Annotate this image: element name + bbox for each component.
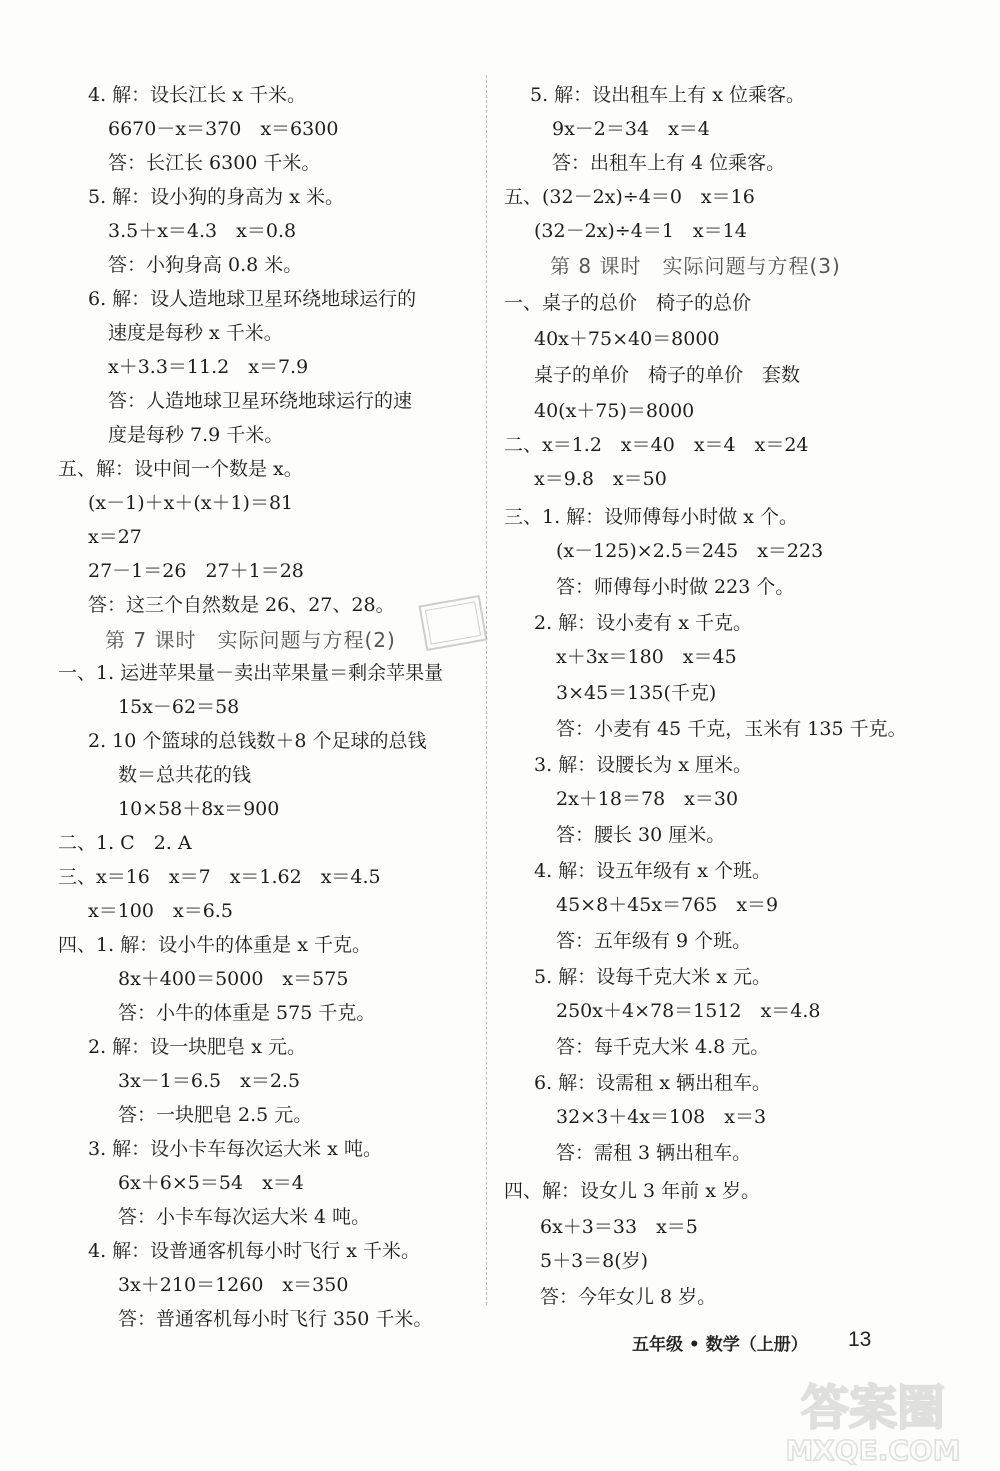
answer-line: 5. 解：设出租车上有 x 位乘客。 [530, 84, 805, 106]
svg-text:MXQE.COM: MXQE.COM [785, 1434, 961, 1467]
answer-line: 9x－2＝34 x＝4 [552, 118, 710, 140]
answer-line: 四、解：设女儿 3 年前 x 岁。 [504, 1180, 760, 1202]
watermark-logo-icon [748, 1372, 998, 1467]
answer-line: 三、1. 解：设师傅每小时做 x 个。 [504, 506, 798, 528]
answer-line: 答：小牛的体重是 575 千克。 [118, 1002, 376, 1024]
answer-line: 答：一块肥皂 2.5 元。 [118, 1104, 313, 1126]
answer-line: 答：小卡车每次运大米 4 吨。 [118, 1206, 371, 1228]
answer-line: 4. 解：设普通客机每小时飞行 x 千米。 [88, 1240, 420, 1262]
answer-line: 答：需租 3 辆出租车。 [556, 1142, 752, 1164]
answer-line: 速度是每秒 x 千米。 [108, 322, 283, 344]
lesson-heading: 第 7 课时 实际问题与方程(2) [105, 628, 396, 652]
answer-line: 答：这三个自然数是 26、27、28。 [88, 594, 395, 616]
answer-line: x＋3x＝180 x＝45 [556, 646, 737, 668]
answer-line: 3x＋210＝1260 x＝350 [118, 1274, 349, 1296]
answer-line: 32×3＋4x＝108 x＝3 [556, 1106, 767, 1128]
column-divider [486, 75, 487, 1305]
answer-line: 6. 解：设需租 x 辆出租车。 [534, 1072, 771, 1094]
answer-line: 五、解：设中间一个数是 x。 [58, 458, 303, 480]
answer-line: 5. 解：设每千克大米 x 元。 [534, 966, 771, 988]
answer-line: 桌子的单价 椅子的单价 套数 [534, 364, 801, 386]
answer-line: 27－1＝26 27＋1＝28 [88, 560, 304, 582]
answer-line: 二、1. C 2. A [58, 832, 192, 854]
stamp-icon [416, 593, 490, 654]
answer-line: 6. 解：设人造地球卫星环绕地球运行的 [88, 288, 417, 310]
answer-line: 5＋3＝8(岁) [540, 1250, 649, 1272]
answer-line: 数＝总共花的钱 [118, 764, 252, 786]
answer-line: 答：人造地球卫星环绕地球运行的速 [108, 390, 413, 412]
answer-line: 3.5＋x＝4.3 x＝0.8 [108, 220, 297, 242]
answer-line: 250x＋4×78＝1512 x＝4.8 [556, 1000, 821, 1022]
answer-line: (32－2x)÷4＝1 x＝14 [534, 220, 747, 242]
answer-line: 3. 解：设小卡车每次运大米 x 吨。 [88, 1138, 382, 1160]
answer-line: 答：师傅每小时做 223 个。 [556, 576, 795, 598]
answer-line: 一、桌子的总价 椅子的总价 [504, 292, 752, 314]
answer-line: 答：每千克大米 4.8 元。 [556, 1036, 770, 1058]
answer-line: 5. 解：设小狗的身高为 x 米。 [88, 186, 344, 208]
answer-line: x＝100 x＝6.5 [88, 900, 233, 922]
answer-line: 6x＋6×5＝54 x＝4 [118, 1172, 304, 1194]
answer-line: x＝9.8 x＝50 [534, 468, 667, 490]
answer-line: x＋3.3＝11.2 x＝7.9 [108, 356, 309, 378]
answer-line: 3x－1＝6.5 x＝2.5 [118, 1070, 301, 1092]
svg-text:答案圈: 答案圈 [800, 1380, 946, 1436]
answer-line: 2. 解：设小麦有 x 千克。 [534, 612, 752, 634]
answer-line: 三、x＝16 x＝7 x＝1.62 x＝4.5 [58, 866, 381, 888]
answer-line: 3×45＝135(千克) [556, 682, 717, 704]
answer-line: 4. 解：设长江长 x 千米。 [88, 84, 306, 106]
answer-line: 四、1. 解：设小牛的体重是 x 千克。 [58, 934, 371, 956]
answer-line: (x－125)×2.5＝245 x＝223 [556, 540, 824, 562]
page-number: 13 [848, 1328, 872, 1351]
answer-line: 15x－62＝58 [118, 696, 240, 718]
answer-line: 2. 解：设一块肥皂 x 元。 [88, 1036, 306, 1058]
answer-line: 答：长江长 6300 千米。 [108, 152, 321, 174]
answer-line: 40x＋75×40＝8000 [534, 328, 720, 350]
answer-line: 二、x＝1.2 x＝40 x＝4 x＝24 [504, 434, 809, 456]
answer-line: 答：普通客机每小时飞行 350 千米。 [118, 1308, 433, 1330]
answer-line: 一、1. 运进苹果量－卖出苹果量＝剩余苹果量 [58, 662, 444, 684]
answer-line: 40(x＋75)＝8000 [534, 400, 695, 422]
answer-line: 8x＋400＝5000 x＝575 [118, 968, 349, 990]
answer-line: 6x＋3＝33 x＝5 [540, 1216, 698, 1238]
answer-line: 45×8＋45x＝765 x＝9 [556, 894, 779, 916]
answer-line: 3. 解：设腰长为 x 厘米。 [534, 754, 752, 776]
answer-line: 6670－x＝370 x＝6300 [108, 118, 339, 140]
answer-line: x＝27 [88, 526, 142, 548]
answer-line: 答：出租车上有 4 位乘客。 [552, 152, 786, 174]
answer-line: 答：腰长 30 厘米。 [556, 824, 726, 846]
answer-line: 4. 解：设五年级有 x 个班。 [534, 860, 771, 882]
answer-line: 答：小麦有 45 千克，玉米有 135 千克。 [556, 718, 907, 740]
answer-line: 答：五年级有 9 个班。 [556, 930, 752, 952]
answer-line: 10×58＋8x＝900 [118, 798, 280, 820]
answer-line: 五、(32－2x)÷4＝0 x＝16 [504, 186, 755, 208]
answer-line: 答：今年女儿 8 岁。 [540, 1286, 717, 1308]
answer-line: (x－1)＋x＋(x＋1)＝81 [88, 492, 294, 514]
answer-line: 度是每秒 7.9 千米。 [108, 424, 284, 446]
footer-label: 五年级 • 数学（上册） [632, 1335, 808, 1355]
lesson-heading: 第 8 课时 实际问题与方程(3) [550, 254, 841, 278]
answer-line: 2. 10 个篮球的总钱数＋8 个足球的总钱 [88, 730, 427, 752]
answer-line: 2x＋18＝78 x＝30 [556, 788, 739, 810]
answer-line: 答：小狗身高 0.8 米。 [108, 254, 303, 276]
